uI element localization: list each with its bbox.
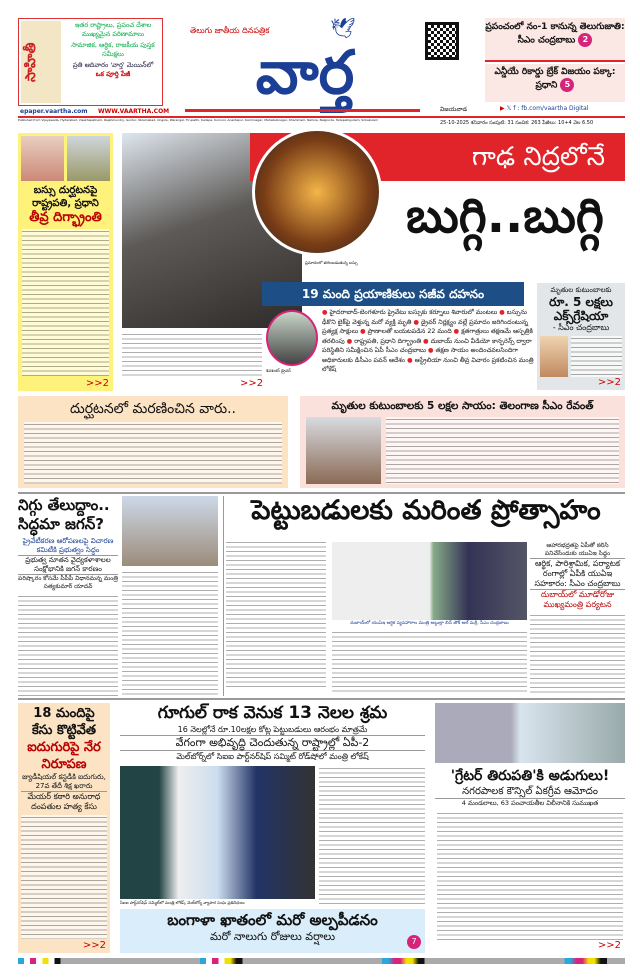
headline-2: తీవ్ర దిగ్భ్రాంతి: [29, 210, 102, 225]
subhead: ఆహారభద్రతపై ఏపీతో కలిసి పనిచేసేందుకు యుఏఇ సిద్ధం: [530, 542, 625, 559]
bullet: ● దుబాయ్ నుంచి వీడియో కాన్ఫరెన్స్ ద్వారా పరిస్థితిని సమీక్షించిన ఏపీ సీఎం చంద్రబాబు: [322, 337, 532, 354]
exgratia-attribution: - సీఎం చంద్రబాబు: [552, 323, 610, 332]
subhead: 16 నెలల్లోనే రూ.10లక్షల కోట్ల పెట్టుబడులు ఆరంభం మాత్రమే: [120, 724, 425, 736]
body-text: [530, 613, 625, 694]
subhead: దుబాయ్‌లో మూడోరోజు ముఖ్యమంత్రి పర్యటన: [540, 590, 615, 609]
city-label: విజయవాడ: [440, 106, 468, 113]
bullet: ● తక్షణ సాయం అందించవలసిందిగా అధికారులకు డిసీఎం పవన్ ఆదేశం: [322, 347, 519, 364]
website-link[interactable]: WWW.VAARTHA.COM: [98, 108, 170, 115]
bullet: ● బస్సును ఢీకొని బైక్‌పై వెళ్తున్న మరో వ్యక్తి మృతి: [322, 309, 527, 326]
bullet: ● రాష్ట్రపతి, ప్రధాని దిగ్భ్రాంతి: [346, 337, 422, 345]
body-text: [386, 417, 619, 484]
photo-caption: దుబాయ్‌లో యుఏఇ ఆర్థిక వ్యవహారాల మంత్రి అబ్దుల్లా బిన్ తౌక్ అల్ మర్రీ, సీఎం చంద్రబాబు: [350, 621, 509, 626]
x-icon[interactable]: 𝕏: [506, 105, 512, 112]
print-color-bar: [18, 958, 625, 964]
subhead: పరిష్కారం కోసమే పీపీపీ విధానమన్న మంత్రి సత్యకుమార్ యాదవ్: [18, 575, 118, 590]
exgratia-amount: రూ. 5 లక్షలు: [549, 295, 613, 309]
dateline: 25-10-2025 శనివారం సంపుటి: 31 సంచిక: 263 పేజీలు: 10+4 వెల 6.50: [440, 120, 594, 126]
subhead: నగరపాలక కౌన్సిల్ ఏకగ్రీవ ఆమోదం: [435, 785, 625, 799]
facebook-icon[interactable]: f: [513, 105, 516, 112]
teaser-text: ప్రపంచంలో నం-1 కానున్న తెలుగుజాతి: సీఎం చంద్రబాబు: [485, 22, 625, 46]
youtube-icon[interactable]: ▶: [500, 105, 505, 112]
bullet: ● డ్రైవర్ నిర్లక్ష్యం వల్లే ప్రమాదం జరిగిందంటున్న ప్రత్యక్ష సాక్షులు: [322, 318, 529, 335]
divider: [223, 496, 224, 696]
invest-headline: పెట్టుబడులకు మరింత ప్రోత్సాహం: [251, 495, 601, 526]
tirupati-photo: [435, 703, 625, 763]
promo-line: ప్రతి ఆదివారం 'వార్త' మెయిన్‌లో: [72, 61, 154, 69]
minister-photo: [122, 496, 218, 566]
bullet: ● హైదరాబాద్-బెంగళూరు ప్రైవేటు బస్సుకు కర్నూలు శివారులో మంటలు: [322, 309, 498, 316]
lead-banner: గాఢ నిద్రలోనే: [250, 133, 625, 181]
exgratia-line: మృతుల కుటుంబాలకు: [550, 286, 612, 294]
body-text: [18, 594, 118, 696]
continued-link[interactable]: >>2: [82, 940, 106, 951]
uae-meeting-photo: [332, 542, 527, 620]
driver-caption: శివశంకర్ డ్రైవర్: [266, 368, 291, 373]
headline-2: ఐదుగురిపై నేర నిరూపణ: [27, 740, 101, 772]
bullet: ● ఆస్ట్రేలియా నుంచి తీవ్ర విచారం ప్రకటించిన మంత్రి లోకేష్: [322, 356, 534, 373]
headline: దుర్ఘటనలో మరణించిన వారు..: [69, 401, 237, 417]
weather-story[interactable]: [120, 909, 425, 953]
headline: బస్సు దుర్ఘటనపై రాష్ట్రపతి, ప్రధాని: [32, 185, 99, 209]
pm-photo: [67, 136, 110, 181]
promo-logo: సాహితీ: [21, 21, 61, 103]
promo-line: ఒక పూర్తి పేజీ: [95, 70, 131, 78]
subhead: ఆర్థిక, పారిశ్రామిక, పర్యాటక రంగాల్లో ఏపీకి యుఏఇ సహకారం: సీఎం చంద్రబాబు: [530, 559, 625, 590]
revanth-photo: [306, 417, 381, 484]
body-text: [22, 229, 109, 376]
bullet: ● ప్రాణాలతో బయటపడిన 22 మంది: [360, 328, 452, 335]
google-story[interactable]: [120, 703, 425, 953]
jagan-story[interactable]: [18, 496, 218, 696]
tagline: తెలుగు జాతీయ దినపత్రిక: [190, 26, 270, 35]
exgratia-story[interactable]: [537, 283, 625, 390]
president-pm-story[interactable]: [18, 133, 113, 391]
invest-side: [530, 542, 625, 694]
body-text: [571, 336, 622, 377]
subhead: జ్యుడీషియల్ కస్టడీకి ఐదుగురు, 27వ తేదీ శిక్ష ఖరారు: [22, 773, 106, 790]
exgratia-line: ఎక్స్‌గ్రేషియా: [553, 309, 609, 323]
bullet: ● క్షతగాత్రులు తక్షణమే ఆస్పత్రికి తరలింపు: [322, 328, 533, 345]
lead-subhead: 19 మంది ప్రయాణికులు సజీవ దహనం: [262, 282, 524, 306]
facebook-link[interactable]: fb.com/vaartha Digital: [521, 105, 589, 112]
teaser-2[interactable]: [485, 64, 625, 102]
page-badge: 5: [560, 78, 574, 92]
case-story[interactable]: [18, 703, 110, 953]
qr-code-icon[interactable]: [425, 22, 459, 60]
tirupati-story[interactable]: [435, 703, 625, 953]
continued-link[interactable]: >>2: [240, 378, 264, 389]
fire-photo: [252, 128, 382, 256]
subhead: 4 మండలాలు, 63 పంచాయతీల విలీనానికి సుముఖత: [461, 799, 599, 807]
logo: వార్త: [255, 38, 355, 108]
promo-box: [18, 18, 163, 106]
melbourne-photo: [120, 766, 315, 899]
body-text: [24, 422, 282, 484]
lead-body-text: [122, 332, 262, 377]
driver-photo: [266, 310, 318, 366]
social-links[interactable]: ▶ 𝕏 f : fb.com/vaartha Digital: [500, 105, 589, 112]
body-text: [437, 811, 623, 941]
lead-bullets: [322, 308, 534, 392]
published-from: Published from Vijayawada, Hyderabad, Visakhapatnam, Rajahmundry, Guntur, Nizamabad, Ongole, Warangal, Tirupathi, Kadapa, Kurnool, Anantapur, Karimnagar, Mahabubnagar, Khammam, Nellore, Nalgonda, Tadepalligudem, Srikakulam: [18, 118, 379, 122]
subhead: మేయర్ కఠారి అనురాధ దంపతుల హత్య కేసు: [27, 792, 101, 811]
epaper-link[interactable]: epaper.vaartha.com: [20, 108, 88, 115]
divider: [18, 698, 625, 700]
logo-underline: [185, 109, 420, 112]
weather-headline: బంగాళా ఖాతంలో మరో అల్పపీడనం: [167, 911, 378, 929]
body-text: [226, 540, 326, 690]
promo-line: సామాజిక, ఆర్థిక, రాజకీయ పుస్తక సమీక్షలు: [71, 41, 155, 58]
weather-subhead: మరో నాలుగు రోజులు వర్షాలు: [209, 930, 336, 943]
google-headline: గూగుల్ రాక వెనుక 13 నెలల శ్రమ: [157, 703, 388, 723]
teaser-1[interactable]: [485, 18, 625, 62]
subhead: మెల్‌బోర్న్‌లో సిఐఐ పార్ట్‌నర్‌షిప్ సమ్మిట్ రోడ్‌షోలో మంత్రి లోకేష్: [176, 752, 369, 761]
president-photo: [21, 136, 64, 181]
teaser-text: ఎన్డీయే రికార్డు బ్రేక్ విజయం పక్కా: ప్రధాని: [494, 67, 616, 91]
body-text: [122, 570, 218, 696]
subhead: ప్రభుత్వ నూతన వైద్యకళాశాలల సంక్షోభానికి జగన్ కారణం: [18, 556, 118, 575]
cm-photo: [540, 336, 568, 377]
body-text: [21, 815, 107, 939]
body-text: [319, 766, 425, 905]
tirupati-headline: 'గ్రేటర్ తిరుపతి'కి అడుగులు!: [450, 768, 610, 784]
dove-icon: 🕊: [330, 16, 356, 40]
lead-headline: బుగ్గి..బుగ్గి: [406, 188, 604, 244]
telangana-story[interactable]: [300, 396, 625, 488]
continued-link[interactable]: >>2: [597, 940, 621, 951]
continued-link[interactable]: >>2: [85, 378, 109, 389]
page-badge: 2: [578, 33, 592, 47]
headline: మృతుల కుటుంబాలకు 5 లక్షల సాయం: తెలంగాణ సీఎం రేవంత్: [331, 400, 594, 412]
fire-photo-caption: ప్రమాదంలో తగలబడుతున్న బస్సు: [305, 260, 358, 265]
page-badge: 7: [407, 935, 421, 949]
continued-link[interactable]: >>2: [597, 377, 621, 388]
body-text: [332, 630, 527, 695]
photo-caption: సీఐఐ పార్ట్‌నర్‌షిప్ సమ్మిట్‌లో మంత్రి లోకేష్, మెల్‌బోర్న్ వ్యాపార సంఘ ప్రతినిధులు: [120, 900, 245, 905]
headline: నిగ్గు తేలుద్దాం.. సిద్ధమా జగన్?: [18, 496, 110, 533]
headline: 18 మందిపై కేసు కొట్టివేత: [32, 706, 96, 738]
victims-story[interactable]: [18, 396, 288, 488]
subhead: ప్రైవేటీకరణ ఆరోపణలపై విచారణ కమిటీకి ప్రభుత్వం సిద్ధం: [18, 537, 118, 556]
subhead: వేగంగా అభివృద్ధి చెందుతున్న రాష్ట్రాల్లో ఏపీ-2: [120, 736, 425, 751]
promo-line: ఇతర రాష్ట్రాలు, ప్రపంచ దేశాల ముఖ్యమైన పరిణామాలు: [74, 21, 152, 38]
